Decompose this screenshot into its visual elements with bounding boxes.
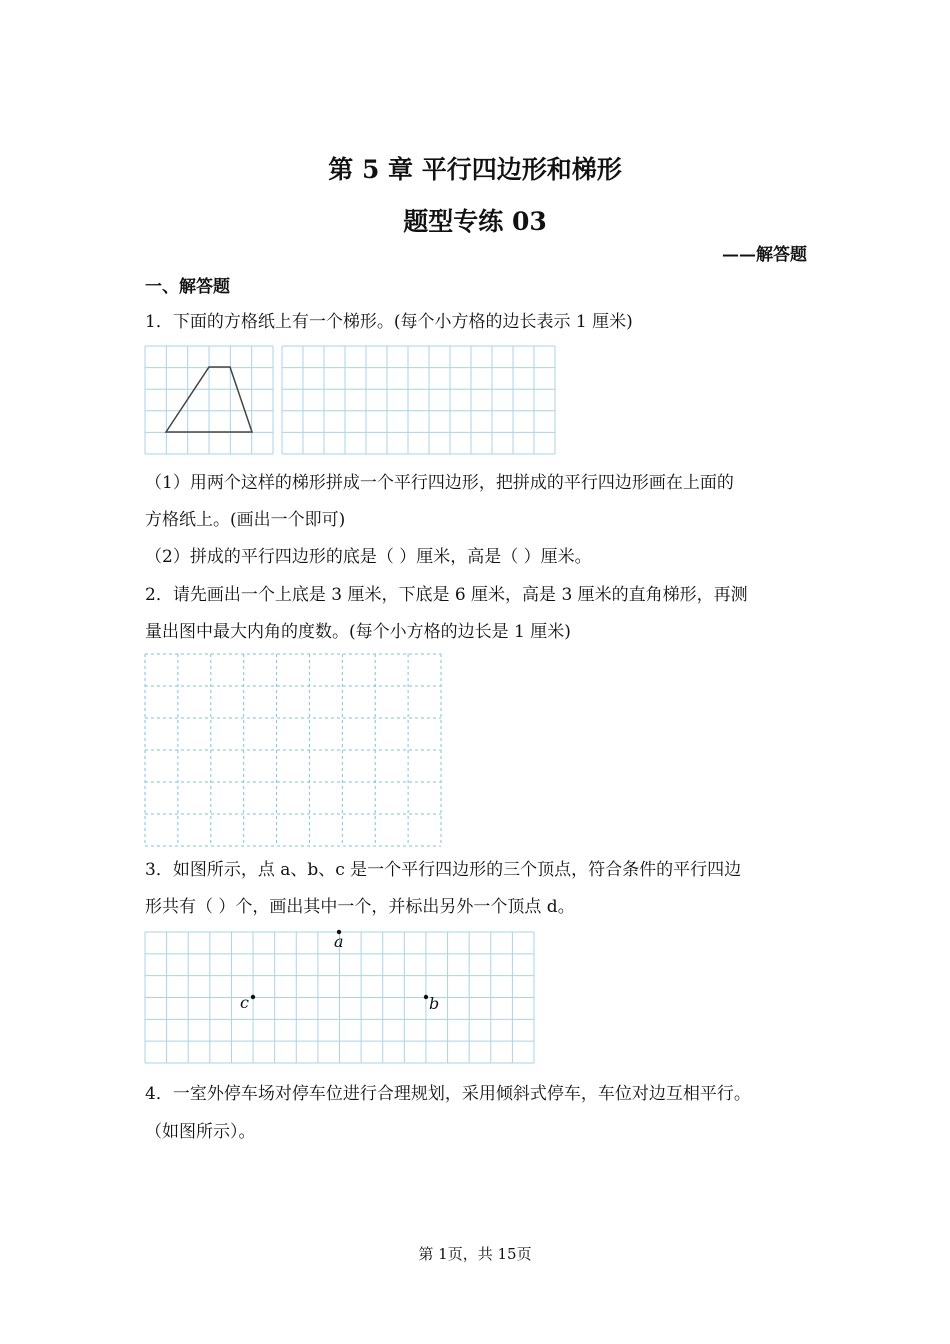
question-type-tag: ——解答题 (722, 245, 807, 265)
q3-points-grid (145, 932, 534, 1063)
q1-text: 1．下面的方格纸上有一个梯形。(每个小方格的边长表示 1 厘米) (145, 312, 633, 332)
q2-text-2: 量出图中最大内角的度数。(每个小方格的边长是 1 厘米) (145, 622, 571, 642)
label-b: b (429, 994, 440, 1013)
label-a: a (334, 932, 344, 951)
exercise-subtitle: 题型专练 03 (403, 207, 547, 236)
label-c: c (240, 993, 249, 1012)
q1-part2-text: （2）拼成的平行四边形的底是（ ）厘米，高是（ ）厘米。 (145, 547, 592, 567)
point-b (424, 995, 428, 999)
q1-part1-text-a: （1）用两个这样的梯形拼成一个平行四边形，把拼成的平行四边形画在上面的 (145, 473, 734, 493)
q1-trapezoid-grid (145, 346, 273, 454)
q2-text-1: 2．请先画出一个上底是 3 厘米，下底是 6 厘米，高是 3 厘米的直角梯形，再测 (145, 585, 748, 605)
q3-text-2: 形共有（ ）个，画出其中一个，并标出另外一个顶点 d。 (145, 897, 575, 917)
q3-text-1: 3．如图所示，点 a、b、c 是一个平行四边形的三个顶点，符合条件的平行四边 (145, 860, 742, 880)
q2-dashed-grid (145, 654, 441, 846)
q1-blank-grid (282, 346, 555, 454)
chapter-title: 第 5 章 平行四边形和梯形 (328, 155, 622, 184)
q4-text-2: （如图所示）。 (145, 1122, 256, 1142)
q4-text-1: 4．一室外停车场对停车位进行合理规划，采用倾斜式停车，车位对边互相平行。 (145, 1084, 751, 1104)
page-footer: 第 1页，共 15页 (418, 1245, 532, 1263)
point-c (251, 995, 255, 999)
q1-part1-text-b: 方格纸上。(画出一个即可) (145, 510, 346, 530)
section-heading: 一、解答题 (145, 277, 230, 297)
